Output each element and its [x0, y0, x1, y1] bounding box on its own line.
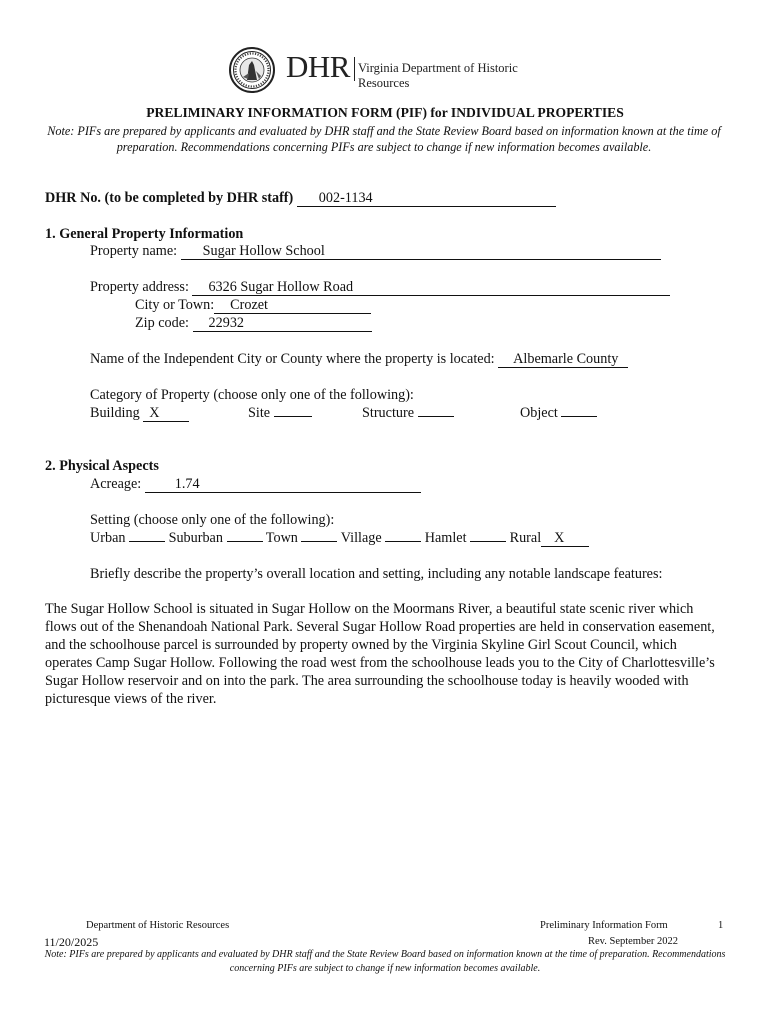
- category-site-field[interactable]: [274, 416, 312, 417]
- category-building: [90, 405, 189, 422]
- footer-page-number: 1: [718, 920, 724, 931]
- setting-village-field[interactable]: [385, 541, 421, 542]
- property-name-field[interactable]: [181, 244, 661, 260]
- setting-urban-label: Urban: [90, 530, 126, 546]
- footer-form-name: Preliminary Information Form: [540, 920, 668, 931]
- category-building-mark: X: [149, 405, 160, 421]
- logo-divider: [354, 57, 355, 81]
- city-field[interactable]: [214, 298, 371, 314]
- city-label: City or Town:: [135, 297, 215, 313]
- zip-value: 22932: [208, 315, 244, 331]
- city-value: Crozet: [230, 297, 268, 313]
- dhr-number-label: DHR No. (to be completed by DHR staff): [45, 190, 294, 206]
- property-name-label: Property name:: [90, 243, 178, 259]
- section-2-heading: 2. Physical Aspects: [45, 458, 159, 474]
- property-name-value: Sugar Hollow School: [202, 243, 325, 259]
- setting-urban-field[interactable]: [129, 541, 165, 542]
- setting-suburban-field[interactable]: [227, 541, 263, 542]
- acreage-label: Acreage:: [90, 476, 142, 492]
- setting-rural-label: Rural: [509, 530, 542, 546]
- setting-town-field[interactable]: [301, 541, 337, 542]
- footer-note: Note: PIFs are prepared by applicants and evaluated by DHR staff and the State Review Board based on information known at the time of preparation. Recommendations concerning PIFs are subject to change if new information becomes available.: [44, 949, 726, 974]
- form-note: Note: PIFs are prepared by applicants and evaluated by DHR staff and the State Review Board based on information known at the time of preparation. Recommendations concerning PIFs are subject to change if new information becomes available.: [47, 124, 721, 154]
- city-row: [135, 297, 371, 314]
- dhr-logo: [229, 47, 559, 97]
- dhr-number-value: 002-1134: [318, 190, 373, 206]
- category-object-label: Object: [520, 405, 558, 421]
- footer-date: 11/20/2025: [44, 935, 99, 949]
- setting-hamlet-field[interactable]: [470, 541, 506, 542]
- category-building-label: Building: [90, 405, 140, 421]
- property-address-field[interactable]: [192, 280, 670, 296]
- category-object: [520, 405, 597, 422]
- setting-suburban-label: Suburban: [168, 530, 223, 546]
- category-structure-field[interactable]: [418, 416, 454, 417]
- acreage-field[interactable]: [145, 477, 421, 493]
- setting-options: [90, 530, 589, 547]
- describe-prompt: Briefly describe the property’s overall location and setting, including any notable landscape features:: [90, 566, 663, 582]
- county-row: [90, 351, 628, 368]
- acreage-row: [90, 476, 421, 493]
- setting-village-label: Village: [340, 530, 382, 546]
- zip-row: [135, 315, 372, 332]
- category-label: Category of Property (choose only one of the following):: [90, 387, 414, 403]
- acreage-value: 1.74: [174, 476, 200, 492]
- dhr-number-row: [45, 190, 556, 207]
- setting-hamlet-label: Hamlet: [424, 530, 467, 546]
- property-address-label: Property address:: [90, 279, 189, 295]
- setting-town-label: Town: [265, 530, 298, 546]
- footer-org: Department of Historic Resources: [86, 920, 230, 931]
- category-structure: [362, 405, 454, 422]
- property-address-row: [90, 279, 670, 296]
- footer-revision: Rev. September 2022: [588, 936, 679, 947]
- property-description: The Sugar Hollow School is situated in Sugar Hollow on the Moormans River, a beautiful state scenic river which flows out of the Shenandoah National Park. Several Sugar Hollow Road properties are held in conservation easement, and the schoolhouse parcel is surrounded by property owned by the Virginia Skyline Girl Scout Council, which operates Camp Sugar Hollow. Following the road west from the schoolhouse leads you to the City of Charlottesville’s Sugar Hollow reservoir and on into the park. The area surrounding the schoolhouse today is heavily wooded with picturesque views of the river.: [45, 601, 715, 707]
- county-label: Name of the Independent City or County where the property is located:: [90, 351, 495, 367]
- zip-label: Zip code:: [135, 315, 189, 331]
- property-address-value: 6326 Sugar Hollow Road: [208, 279, 354, 295]
- category-object-field[interactable]: [561, 416, 597, 417]
- virginia-seal-icon: [229, 47, 275, 93]
- category-site-label: Site: [248, 405, 271, 421]
- category-structure-label: Structure: [362, 405, 415, 421]
- county-value: Albemarle County: [513, 351, 619, 367]
- section-1-heading: 1. General Property Information: [45, 226, 244, 242]
- setting-rural-field[interactable]: [541, 531, 589, 547]
- form-title: PRELIMINARY INFORMATION FORM (PIF) for INDIVIDUAL PROPERTIES: [146, 105, 624, 120]
- dhr-number-field[interactable]: [297, 191, 556, 207]
- zip-field[interactable]: [193, 316, 372, 332]
- setting-label: Setting (choose only one of the following):: [90, 512, 335, 528]
- category-site: [248, 405, 312, 422]
- county-field[interactable]: [498, 352, 628, 368]
- setting-rural-mark: X: [554, 530, 565, 546]
- category-building-field[interactable]: [143, 406, 189, 422]
- logo-text: DHR: [286, 49, 350, 84]
- property-name-row: [90, 243, 661, 260]
- org-name: Virginia Department of Historic Resources: [358, 61, 518, 90]
